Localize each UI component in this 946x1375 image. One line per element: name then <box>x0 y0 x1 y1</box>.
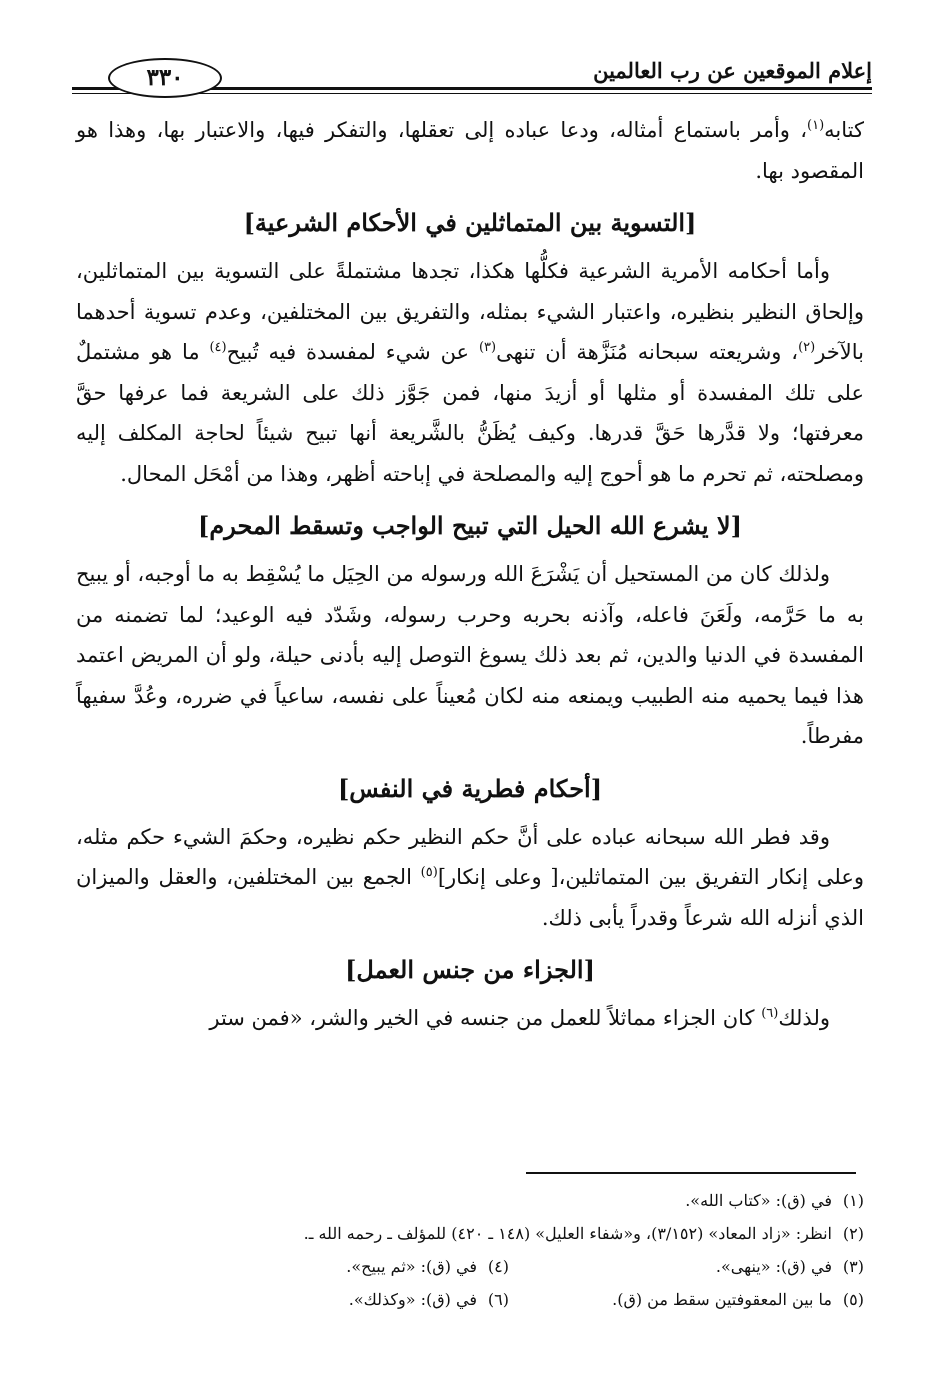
footnote-number: (٦) <box>487 1290 509 1309</box>
paragraph-text: عن شيء لمفسدة فيه تُبيح <box>226 340 479 364</box>
paragraph-text: ما هو مشتملٌ على تلك المفسدة أو مثلها أو أزيدَ منها، فمن جَوَّز ذلك على الشريعة فما عرفها حقَّ معرفتها؛ ولا قدَّرها حَقَّ قدرها. وكيف يُظَنُّ بالشَّريعة أنها تبيح شيئاً لحاجة المكلف إليه ومصلحته، ثم تحرم ما هو أحوج إليه والمصلحة في إباحته أظهر، وهذا من أمْحَل المحال. <box>76 340 864 486</box>
footnote-number: (٢) <box>842 1224 864 1243</box>
paragraph-text: ، وشريعته سبحانه مُنَزَّهة أن تنهى <box>496 340 799 364</box>
footnote-marker: (٦) <box>761 1006 779 1021</box>
footnote-separator <box>526 1172 856 1174</box>
footnote-marker: (٢) <box>798 340 816 355</box>
section-heading: [لا يشرع الله الحيل التي تبيح الواجب وتسقط المحرم] <box>198 511 742 540</box>
section-heading: [الجزاء من جنس العمل] <box>345 955 595 984</box>
page-header <box>72 50 872 100</box>
footnote <box>76 1184 864 1217</box>
footnote-row <box>76 1250 864 1283</box>
footnote <box>346 1250 509 1283</box>
paragraph-text: كان الجزاء مماثلاً للعمل من جنسه في الخير والشر، «فمن ستر <box>209 1006 762 1030</box>
footnote-number: (١) <box>842 1191 864 1210</box>
footnote-number: (٥) <box>842 1290 864 1309</box>
section-heading: [التسوية بين المتماثلين في الأحكام الشرعية] <box>243 208 697 237</box>
footnote-text: في (ق): «ثم يبيح». <box>346 1257 477 1276</box>
footnote <box>349 1283 509 1316</box>
footnote-text: ما بين المعقوفتين سقط من (ق). <box>612 1290 832 1309</box>
running-title: إعلام الموقعين عن رب العالمين <box>593 58 872 83</box>
paragraph <box>76 110 864 191</box>
paragraph-text: ولذلك <box>778 1006 830 1030</box>
paragraph <box>76 251 864 494</box>
footnote-text: انظر: «زاد المعاد» (٣/١٥٢)، و«شفاء العليل» (١٤٨ ـ ٤٢٠) للمؤلف ـ رحمه الله ـ. <box>303 1224 832 1243</box>
paragraph-text: كتابه <box>824 118 864 142</box>
footnote-marker: (٣) <box>478 340 497 355</box>
paragraph: ولذلك كان من المستحيل أن يَشْرَعَ الله ورسوله من الحِيَل ما يُسْقِط به ما أوجبه، أو يبيح به ما حَرَّمه، ولَعَنَ فاعله، وآذنه بحربه وحرب رسوله، وشَدّد فيه الوعيد؛ لما تضمنه من المفسدة في الدنيا والدين، ثم بعد ذلك يسوغ التوصل إليه بأدنى حيلة، ولو أن المريض اعتمد هذا فيما يحميه منه الطبيب ويمنعه منه لكان مُعيناً على نفسه، ساعياً في ضرره، وعُدَّ سفيهاً مفرطاً. <box>76 562 864 748</box>
footnote-row <box>76 1283 864 1316</box>
page-number: ٣٣٠ <box>108 58 222 98</box>
footnote <box>509 1283 864 1316</box>
footnote-text: في (ق): «كتاب الله». <box>685 1191 832 1210</box>
paragraph-text: وقد فطر الله سبحانه عباده على أنَّ حكم النظير حكم نظيره، وحكمَ الشيء حكم مثله، وعلى إنكار التفريق بين المتماثلين،[ وعلى إنكار] <box>76 824 864 889</box>
paragraph <box>76 817 864 939</box>
footnote-number: (٣) <box>842 1257 864 1276</box>
footnote-marker: (٤) <box>209 340 227 355</box>
section-heading: [أحكام فطرية في النفس] <box>337 773 603 803</box>
paragraph-text: الجمع بين المختلفين، والعقل والميزان الذي أنزله الله شرعاً وقدراً يأبى ذلك. <box>76 865 864 930</box>
footnote-marker: (١) <box>807 118 825 133</box>
footnote-text: في (ق): «ينهى». <box>715 1257 832 1276</box>
footnote-number: (٤) <box>487 1257 509 1276</box>
footnote <box>76 1217 864 1250</box>
footnote-text: في (ق): «وكذلك». <box>348 1290 477 1309</box>
footnotes <box>76 1184 864 1316</box>
footnote-marker: (٥) <box>420 865 438 880</box>
paragraph-text: وأما أحكامه الأمرية الشرعية فكلُّها هكذا، تجدها مشتملةً على التسوية بين المتماثلين، وإلحاق النظير بنظيره، واعتبار الشيء بمثله، والتفريق بين المختلفين، وعدم تسوية أحدهما بالآخر <box>76 259 865 364</box>
paragraph-text: ، وأمر باستماع أمثاله، ودعا عباده إلى تعقلها، والتفكر فيها، والاعتبار بها، وهذا هو المقصود بها. <box>76 118 864 183</box>
main-text <box>76 110 864 1039</box>
paragraph <box>76 998 864 1039</box>
footnote <box>509 1250 864 1283</box>
